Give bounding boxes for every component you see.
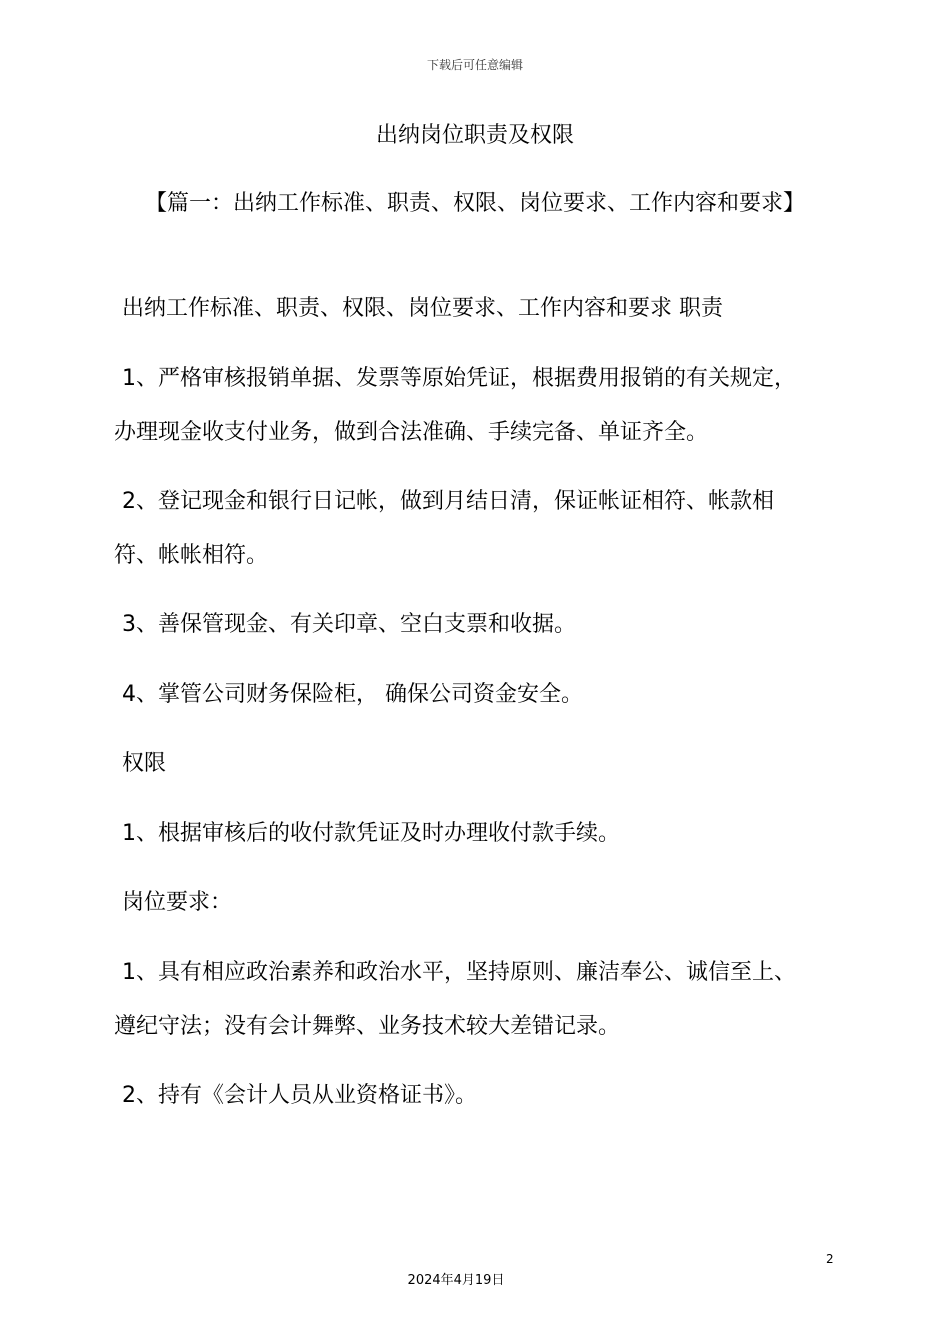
- paragraph-duties-heading: 出纳工作标准、职责、权限、岗位要求、工作内容和要求 职责: [122, 296, 723, 321]
- paragraph-authority-1: 1、根据审核后的收付款凭证及时办理收付款手续。: [122, 821, 620, 846]
- header-note: 下载后可任意编辑: [426, 58, 523, 72]
- paragraph-requirements-heading: 岗位要求：: [122, 890, 233, 915]
- page-number: 2: [826, 1252, 834, 1266]
- paragraph-requirement-2: 2、持有《会计人员从业资格证书》。: [122, 1083, 477, 1108]
- paragraph-requirement-1-line-2: 遵纪守法；没有会计舞弊、业务技术较大差错记录。: [114, 1014, 621, 1039]
- paragraph-requirement-1-line-1: 1、具有相应政治素养和政治水平，坚持原则、廉洁奉公、诚信至上、: [122, 960, 796, 985]
- paragraph-duty-2-line-1: 2、登记现金和银行日记帐，做到月结日清，保证帐证相符、帐款相: [122, 489, 774, 514]
- paragraph-duty-4: 4、掌管公司财务保险柜， 确保公司资金安全。: [122, 682, 583, 707]
- paragraph-duty-3: 3、善保管现金、有关印章、空白支票和收据。: [122, 612, 576, 637]
- document-subtitle: 【篇一：出纳工作标准、职责、权限、岗位要求、工作内容和要求】: [144, 191, 805, 216]
- document-title: 出纳岗位职责及权限: [375, 123, 574, 148]
- paragraph-duty-1-line-1: 1、严格审核报销单据、发票等原始凭证，根据费用报销的有关规定，: [122, 366, 796, 391]
- paragraph-authority-heading: 权限: [122, 751, 167, 776]
- paragraph-duty-2-line-2: 符、帐帐相符。: [114, 543, 269, 568]
- footer-date: 2024年4月19日: [407, 1273, 505, 1288]
- paragraph-duty-1-line-2: 办理现金收支付业务，做到合法准确、手续完备、单证齐全。: [114, 420, 709, 445]
